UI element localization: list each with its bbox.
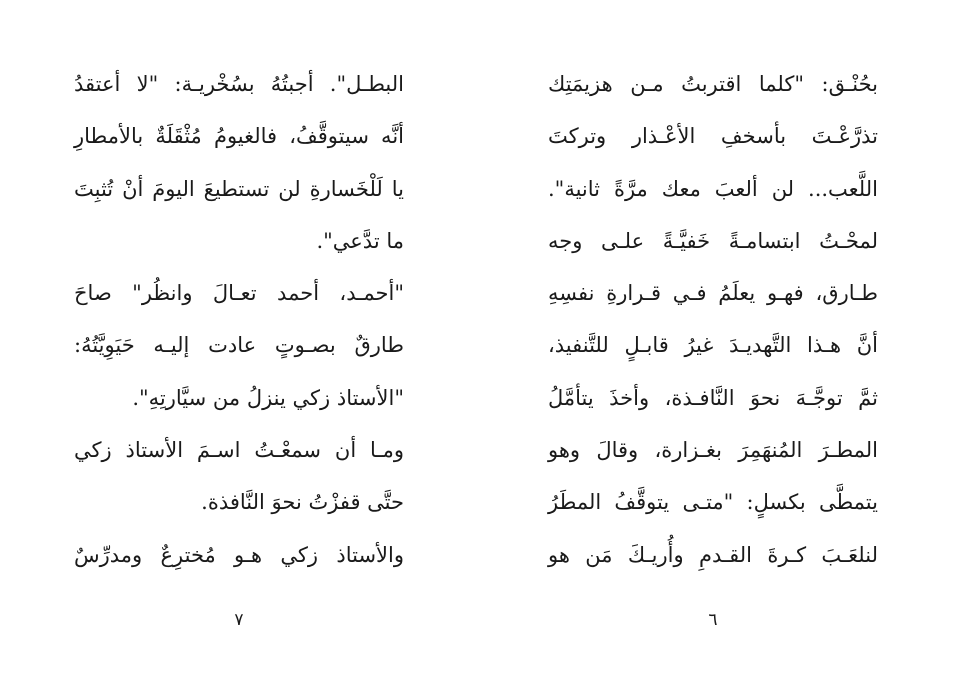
text-line: طارقٌ بصـوتٍ عادت إليـه حَيَوِيَّتُهُ:: [74, 333, 404, 358]
text-line: أنَّه سيتوقَّفُ، فالغيومُ مُثْقَلَةٌ بالأمطارِ: [74, 124, 404, 149]
text-line: البطـل". أجبتُهُ بسُخْريـة: "لا أعتقدُ: [74, 72, 404, 96]
text-line: يتمطَّى بكسلٍ: "متـى يتوقَّفُ المطَرُ: [548, 490, 878, 515]
text-line: اللَّعب... لن ألعبَ معك مرَّةً ثانية".: [548, 176, 878, 201]
text-line: ومـا أن سمعْـتُ اسـمَ الأستاذ زكي: [74, 438, 404, 463]
page-number: ٧: [234, 610, 244, 630]
text-line: بحُنْـق: "كلما اقتربتُ مـن هزيمَتِك: [548, 72, 878, 96]
text-line: ما تدَّعي".: [316, 228, 404, 253]
text-line: حتَّى قفزْتُ نحوَ النَّافذة.: [201, 490, 404, 515]
text-line: والأستاذ زكي هـو مُخترِعٌ ومدرِّسٌ: [74, 542, 404, 567]
text-line: "أحمـد، أحمد تعـالَ وانظُر" صاحَ: [74, 281, 404, 306]
left-page: [74, 58, 404, 630]
text-line: تذرَّعْـتَ بأسخفِ الأعْـذار وتركتَ: [548, 124, 878, 149]
text-line: ثمَّ توجَّـهَ نحوَ النَّافـذة، وأخذَ يتأمَّلُ: [548, 385, 878, 410]
text-line: المطـرَ المُنهَمِرَ بغـزارة، وقالَ وهو: [548, 438, 878, 463]
text-line: لمحْـتُ ابتسامـةً خَفيَّـةً علـى وجه: [548, 228, 878, 253]
right-page: [548, 58, 878, 630]
text-line: يا لَلْخَسارةِ لن تستطيعَ اليومَ أنْ تُثبِتَ: [74, 176, 404, 201]
right-page-text: [548, 58, 878, 581]
text-line: "الأستاذ زكي ينزلُ من سيَّارتِهِ".: [132, 385, 404, 410]
page-number: ٦: [708, 610, 718, 630]
left-page-text: [74, 58, 404, 581]
text-line: طـارق، فهـو يعلَمُ فـي قـرارةِ نفسِهِ: [548, 281, 878, 306]
text-line: أنَّ هـذا التَّهديـدَ غيرُ قابـلٍ للتَّنفيذ،: [548, 333, 878, 358]
text-line: لنلعَـبَ كـرةَ القـدمِ وأُريـكَ مَن هو: [548, 542, 878, 567]
